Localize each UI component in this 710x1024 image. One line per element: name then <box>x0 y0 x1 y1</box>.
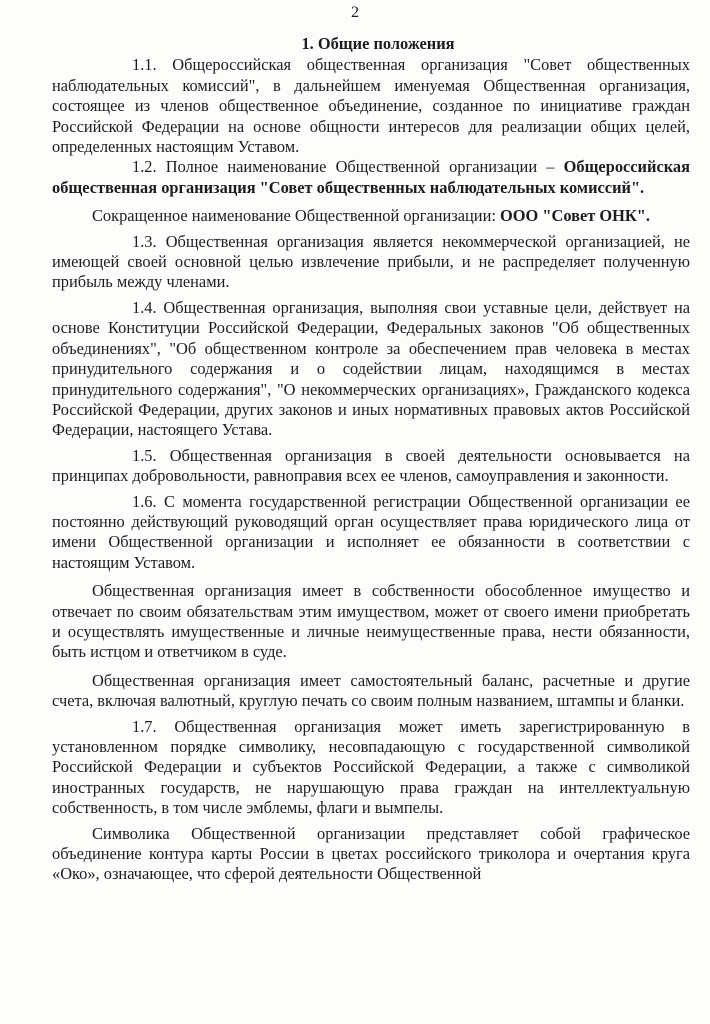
paragraph-text: Сокращенное наименование Общественной организации: <box>92 206 496 226</box>
paragraph-number: 1.4. <box>132 297 157 317</box>
paragraph-number: 1.5. <box>132 445 157 465</box>
paragraph-text: Общероссийская общественная организация "Совет общественных наблюдательных комиссий", в дальнейшем именуемая Общественная организация, состоящее из членов общественное объединение, созданное по инициативе граждан Российской Федерации на основе общности интересов для реализации общих целей, определенных настоящим Уставом. <box>52 55 690 157</box>
paragraph-1-1 <box>52 55 690 157</box>
paragraph-symbolics <box>52 824 690 885</box>
paragraph-1-3 <box>52 232 690 293</box>
paragraph-number: 1.2. <box>132 157 157 177</box>
paragraph-1-4 <box>52 298 690 441</box>
paragraph-text: Общественная организация имеет в собственности обособленное имущество и отвечает по своим обязательствам этим имуществом, может от своего имени приобретать и осуществлять имущественные и личные неимущественные права, нести обязанности, быть истцом и ответчиком в суде. <box>52 581 690 662</box>
organization-full-name: Общероссийская общественная организация "Совет общественных наблюдательных комиссий". <box>52 157 690 197</box>
paragraph-text: Общественная организация в своей деятельности основывается на принципах добровольности, равноправия всех ее членов, самоуправления и законности. <box>52 445 690 486</box>
organization-short-name: ООО "Совет ОНК". <box>500 206 650 226</box>
paragraph-balance <box>52 671 690 712</box>
paragraph-text: С момента государственной регистрации Общественной организации ее постоянно действующий руководящий орган осуществляет права юридического лица от имени Общественной организации и исполняет ее обязанности в соответствии с настоящим Уставом. <box>52 491 690 572</box>
paragraph-text: Символика Общественной организации представляет собой графическое объединение контура карты России в цветах российского триколора и очертания круга «Око», означающее, что сферой деятельности Общественной <box>52 823 690 884</box>
paragraph-text: Общественная организация имеет самостоятельный баланс, расчетные и другие счета, включая валютный, круглую печать со своим полным названием, штампы и бланки. <box>52 670 690 711</box>
paragraph-text: Общественная организация является некоммерческой организацией, не имеющей своей основной целью извлечение прибыли, и не распределяет полученную прибыль между членами. <box>52 231 690 292</box>
page-number: 2 <box>351 4 359 21</box>
paragraph-1-6 <box>52 492 690 574</box>
paragraph-number: 1.1. <box>132 55 157 75</box>
document-body <box>52 34 690 885</box>
paragraph-short-name <box>52 206 690 226</box>
paragraph-text: Полное наименование Общественной организации – <box>165 157 555 177</box>
paragraph-property <box>52 581 690 663</box>
paragraph-1-2 <box>52 157 690 198</box>
paragraph-text: Общественная организация может иметь зарегистрированную в установленном порядке символику, несовпадающую с государственной символикой Российской Федерации и субъектов Российской Федерации, а также с символикой иностранных государств, не нарушающую права граждан на интеллектуальную собственность, в том числе эмблемы, флаги и вымпелы. <box>52 716 690 818</box>
paragraph-text: Общественная организация, выполняя свои уставные цели, действует на основе Конституции Российской Федерации, Федеральных законов "Об общественных объединениях", "Об общественном контроле за обеспечением прав человека в местах принудительного содержания и о содействии лицам, находящимся в местах принудительного содержания", "О некоммерческих организациях», Гражданского кодекса Российской Федерации, других законов и иных нормативных правовых актов Российской Федерации, настоящего Устава. <box>52 297 690 440</box>
paragraph-number: 1.7. <box>132 716 157 736</box>
paragraph-1-5 <box>52 446 690 487</box>
paragraph-number: 1.3. <box>132 231 157 251</box>
paragraph-1-7 <box>52 717 690 819</box>
section-heading: 1. Общие положения <box>301 34 455 53</box>
paragraph-number: 1.6. <box>132 491 157 511</box>
